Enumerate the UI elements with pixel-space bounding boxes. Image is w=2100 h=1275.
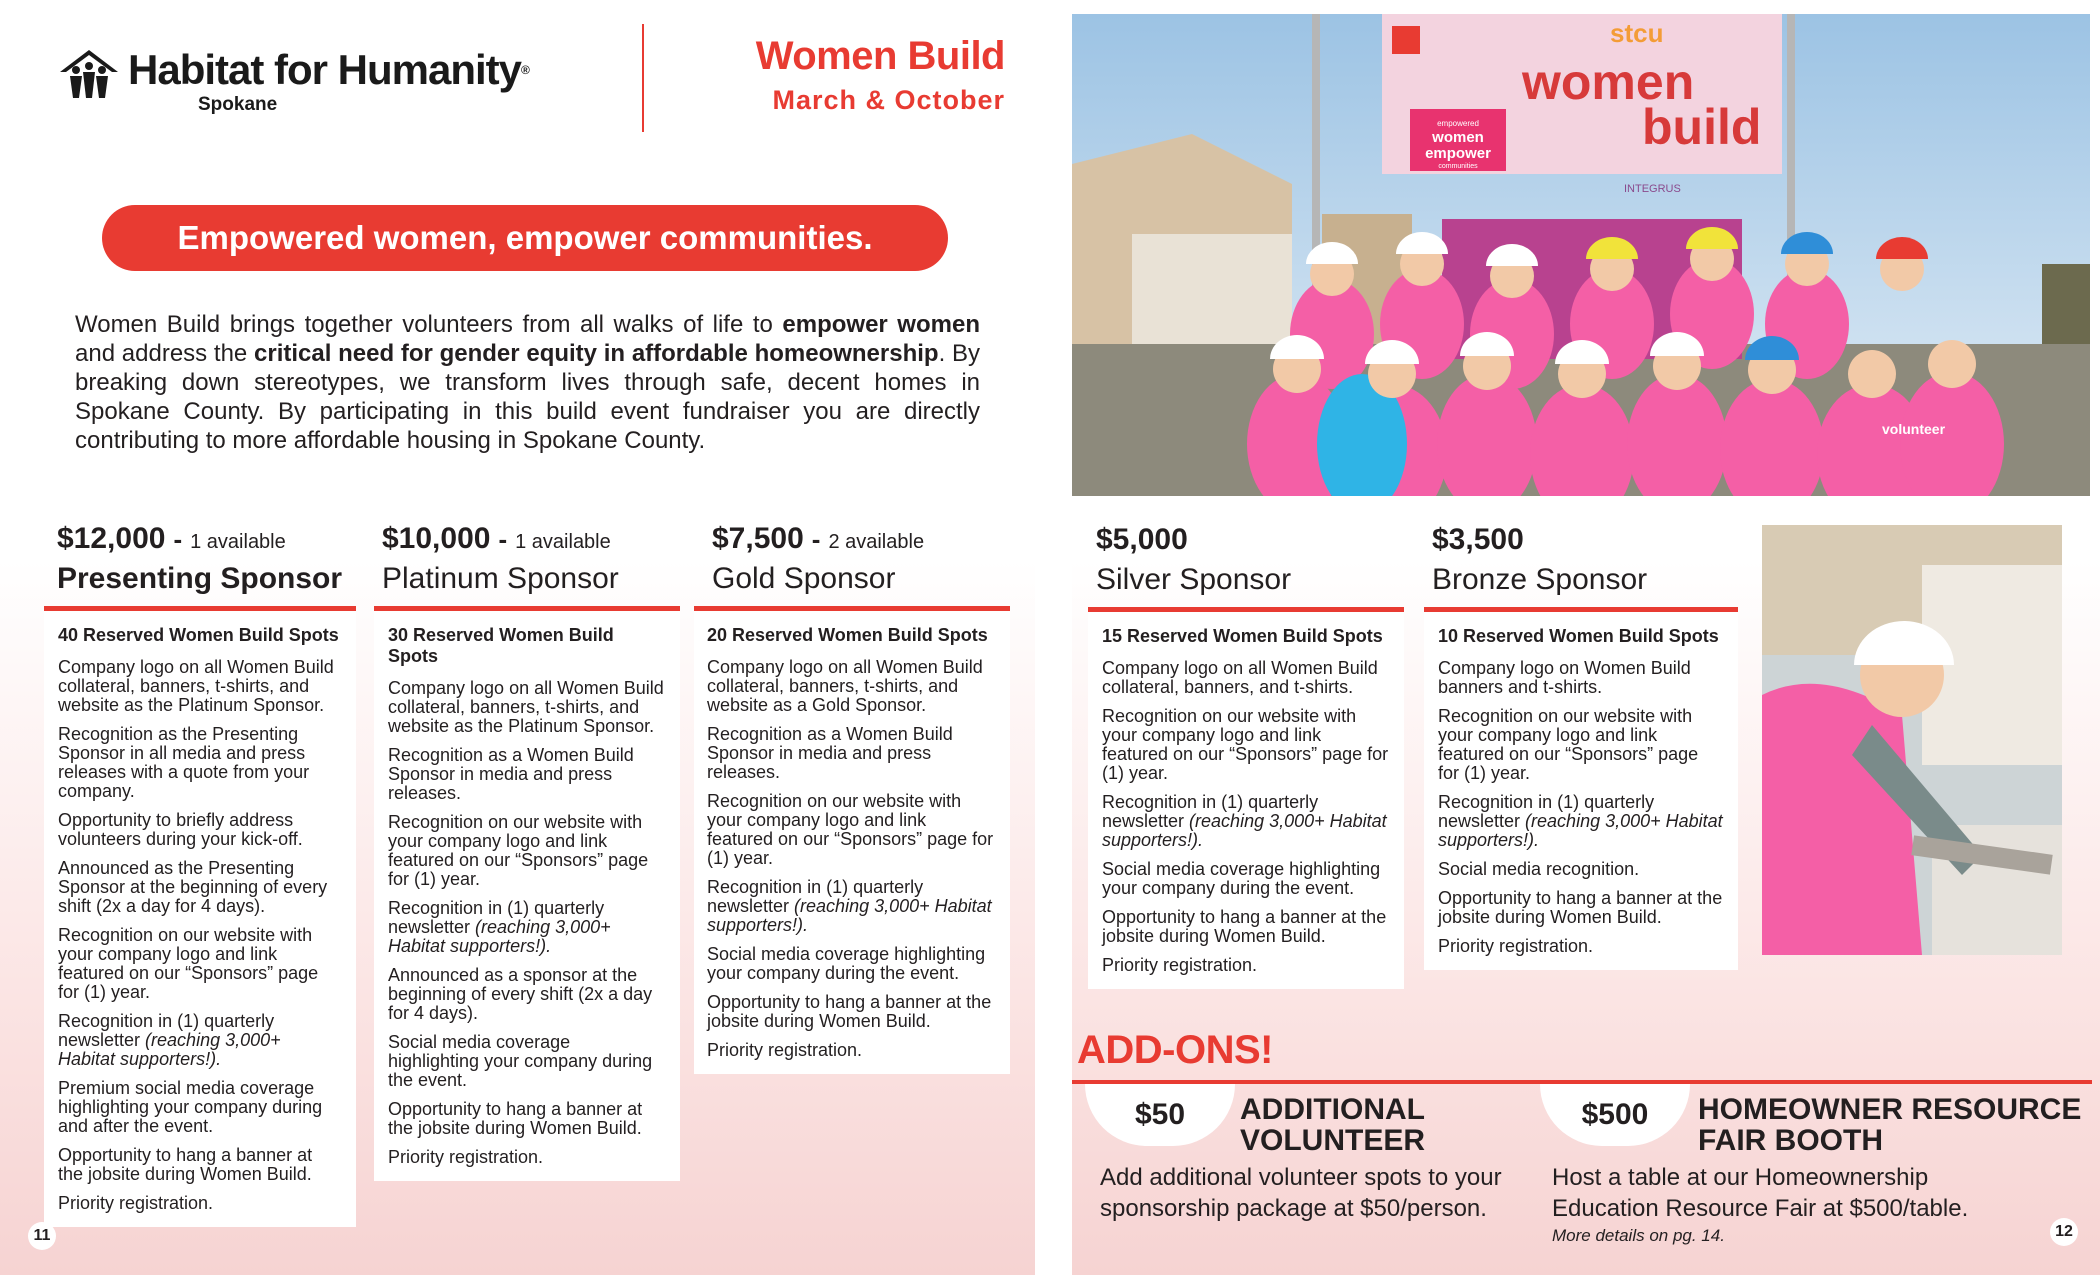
tier-card (374, 611, 680, 1181)
benefit-item: Opportunity to briefly address volunteers during your kick-off. (58, 810, 303, 849)
tier-bronze (1424, 523, 1738, 970)
benefit-item: Premium social media coverage highlighting your company during and after the event. (58, 1078, 323, 1136)
page-gutter (1035, 0, 1072, 1275)
benefit-item: Company logo on all Women Build collateral, banners, t-shirts, and website as a Gold Sponsor. (707, 657, 983, 715)
page-number-left: 11 (28, 1222, 56, 1250)
benefit-item: Company logo on all Women Build collateral, banners, and t-shirts. (1102, 658, 1378, 697)
addon-title-fair-booth: HOMEOWNER RESOURCE FAIR BOOTH (1698, 1093, 2082, 1157)
svg-text:empower: empower (1425, 145, 1491, 162)
benefit-item: Recognition on our website with your company logo and link featured on our “Sponsors” page for (1) year. (388, 812, 649, 889)
benefit-item: Priority registration. (1102, 955, 1258, 975)
addon-desc-fair-booth: Host a table at our Homeownership Education Resource Fair at $500/table. (1552, 1164, 1969, 1222)
benefit-item: Recognition in (1) quarterly newsletter (reaching 3,000+ Habitat supporters!). (58, 1011, 281, 1069)
benefit-item: Priority registration. (707, 1040, 863, 1060)
svg-text:volunteer: volunteer (1882, 421, 1946, 437)
tagline-pill: Empowered women, empower communities. (102, 205, 948, 271)
tier-availability: 2 available (828, 531, 925, 553)
stcu-logo: stcu (1610, 18, 1664, 48)
addons-title: ADD-ONS! (1077, 1028, 1273, 1072)
benefit-item: Company logo on Women Build banners and t-shirts. (1438, 658, 1691, 697)
svg-text:women: women (1432, 129, 1484, 146)
benefit-item: Recognition as a Women Build Sponsor in media and press releases. (707, 724, 953, 782)
tier-card (694, 611, 1010, 1074)
habitat-logo (58, 48, 529, 116)
tier-spots: 40 Reserved Women Build Spots (58, 625, 339, 645)
event-dates: March & October (772, 85, 1005, 115)
tier-spots: 20 Reserved Women Build Spots (707, 625, 988, 645)
header-divider (642, 24, 644, 132)
tier-price: $5,000 (1096, 523, 1188, 556)
tier-price: $12,000 (57, 522, 166, 555)
benefit-item: Social media coverage highlighting your company during the event. (707, 944, 986, 983)
benefit-item: Social media coverage highlighting your company during the event. (1102, 859, 1381, 898)
benefit-item: Company logo on all Women Build collateral, banners, t-shirts, and website as the Platinum Sponsor. (58, 657, 334, 715)
tier-name: Platinum Sponsor (382, 562, 619, 595)
benefit-item: Opportunity to hang a banner at the jobsite during Women Build. (707, 992, 992, 1031)
tier-card (1088, 612, 1404, 989)
tier-name: Silver Sponsor (1096, 563, 1292, 596)
habitat-house-people-icon (58, 48, 120, 100)
benefit-item: Recognition in (1) quarterly newsletter (reaching 3,000+ Habitat supporters!). (388, 898, 611, 956)
volunteer-photo (1762, 525, 2062, 955)
benefit-item: Announced as a sponsor at the beginning of every shift (2x a day for 4 days). (388, 965, 653, 1023)
svg-text:empowered: empowered (1437, 119, 1479, 128)
banner-word-build: build (1642, 99, 1762, 155)
org-name: Habitat for Humanity® (128, 46, 529, 93)
tier-name: Presenting Sponsor (57, 562, 343, 595)
tier-price: $7,500 (712, 522, 804, 555)
benefit-item: Opportunity to hang a banner at the jobsite during Women Build. (1102, 907, 1387, 946)
benefit-item: Recognition on our website with your company logo and link featured on our “Sponsors” page for (1) year. (1438, 706, 1699, 783)
benefit-item: Priority registration. (388, 1147, 544, 1167)
tier-card (1424, 612, 1738, 970)
tier-availability: 1 available (190, 531, 286, 553)
addon-price-volunteer: $50 (1085, 1084, 1235, 1146)
group-photo (1072, 14, 2090, 496)
benefit-item: Opportunity to hang a banner at the jobsite during Women Build. (58, 1145, 313, 1184)
addon-note: More details on pg. 14. (1552, 1226, 1725, 1245)
tier-silver (1088, 523, 1404, 989)
benefit-item: Social media coverage highlighting your company during the event. (388, 1032, 653, 1090)
tier-price: $3,500 (1432, 523, 1524, 556)
benefit-item: Priority registration. (58, 1193, 214, 1213)
benefit-item: Recognition as a Women Build Sponsor in media and press releases. (388, 745, 634, 803)
tier-card (44, 611, 356, 1227)
tier-gold: $7,500 - 2 available Gold Sponsor 20 Reserved Women Build Spots Company logo on all Women Build collateral, banners, t-shirts, and website as a Gold Sponsor. Recognition as a Women Build Sponsor in media and press releases. Recognition on our website with your company logo and link featured on our “Sponsors” page for (1) year. Recognition in (1) quarterly newsletter (reaching 3,000+ Habitat supporters!). Social media coverage highlighting your company during the event. Opportunity to hang a banner at the jobsite during Women Build. Priority registration. (694, 522, 1010, 1074)
addon-title-volunteer: ADDITIONAL VOLUNTEER (1240, 1093, 1426, 1157)
event-title-block (756, 34, 1005, 116)
tier-spots: 15 Reserved Women Build Spots (1102, 626, 1383, 646)
tier-spots: 30 Reserved Women Build Spots (388, 625, 614, 666)
tier-platinum: $10,000 - 1 available Platinum Sponsor 30 Reserved Women Build Spots Company logo on all Women Build collateral, banners, t-shirts, and website as the Platinum Sponsor. Recognition as a Women Build Sponsor in media and press releases. Recognition on our website with your company logo and link featured on our “Sponsors” page for (1) year. Recognition in (1) quarterly newsletter (reaching 3,000+ Habitat supporters!). Announced as a sponsor at the beginning of every shift (2x a day for 4 days). Social media coverage highlighting your company during the event. Opportunity to hang a banner at the jobsite during Women Build. Priority registration. (374, 522, 680, 1181)
tier-presenting: $12,000 - 1 available Presenting Sponsor 40 Reserved Women Build Spots Company logo on all Women Build collateral, banners, t-shirts, and website as the Platinum Sponsor. Recognition as the Presenting Sponsor in all media and press releases with a quote from your company. Opportunity to briefly address volunteers during your kick-off. Announced as the Presenting Sponsor at the beginning of every shift (2x a day for 4 days). Recognition on our website with your company logo and link featured on our “Sponsors” page for (1) year. Recognition in (1) quarterly newsletter (reaching 3,000+ Habitat supporters!). Premium social media coverage highlighting your company during and after the event. Opportunity to hang a banner at the jobsite during Women Build. Priority registration. (44, 522, 356, 1227)
benefit-item: Recognition as the Presenting Sponsor in all media and press releases with a quote from your company. (58, 724, 310, 801)
org-city: Spokane (198, 94, 278, 115)
benefit-item: Recognition on our website with your company logo and link featured on our “Sponsors” page for (1) year. (1102, 706, 1389, 783)
addon-price-fair-booth: $500 (1540, 1084, 1690, 1146)
tier-price: $10,000 (382, 522, 491, 555)
benefit-item: Company logo on all Women Build collateral, banners, t-shirts, and website as the Platinum Sponsor. (388, 678, 664, 736)
banner-word-women: women (1522, 54, 1695, 110)
event-title: Women Build (755, 34, 1005, 78)
benefit-item: Priority registration. (1438, 936, 1594, 956)
page-left (0, 0, 1035, 1275)
tier-name: Gold Sponsor (712, 562, 896, 595)
benefit-item: Recognition in (1) quarterly newsletter (reaching 3,000+ Habitat supporters!). (1102, 792, 1387, 850)
tier-availability: 1 available (515, 531, 611, 553)
svg-text:INTEGRUS: INTEGRUS (1624, 183, 1681, 195)
tier-spots: 10 Reserved Women Build Spots (1438, 626, 1719, 646)
tier-name: Bronze Sponsor (1432, 563, 1648, 596)
page-number-right: 12 (2050, 1218, 2078, 1246)
svg-text:communities: communities (1438, 163, 1478, 170)
benefit-item: Opportunity to hang a banner at the jobsite during Women Build. (1438, 888, 1723, 927)
benefit-item: Recognition in (1) quarterly newsletter (reaching 3,000+ Habitat supporters!). (707, 877, 992, 935)
benefit-item: Social media recognition. (1438, 859, 1640, 879)
benefit-item: Recognition in (1) quarterly newsletter (reaching 3,000+ Habitat supporters!). (1438, 792, 1723, 850)
addon-desc-volunteer: Add additional volunteer spots to your sponsorship package at $50/person. (1100, 1164, 1502, 1222)
benefit-item: Announced as the Presenting Sponsor at the beginning of every shift (2x a day for 4 days). (58, 858, 328, 916)
benefit-item: Recognition on our website with your company logo and link featured on our “Sponsors” page for (1) year. (58, 925, 319, 1002)
benefit-item: Recognition on our website with your company logo and link featured on our “Sponsors” page for (1) year. (707, 791, 994, 868)
intro-paragraph: Women Build brings together volunteers from all walks of life to empower women and address the critical need for gender equity in affordable homeownership. By breaking down stereotypes, we transform lives through safe, decent homes in Spokane County. By participating in this build event fundraiser you are directly contributing to more affordable housing in Spokane County. (75, 311, 981, 454)
benefit-item: Opportunity to hang a banner at the jobsite during Women Build. (388, 1099, 643, 1138)
